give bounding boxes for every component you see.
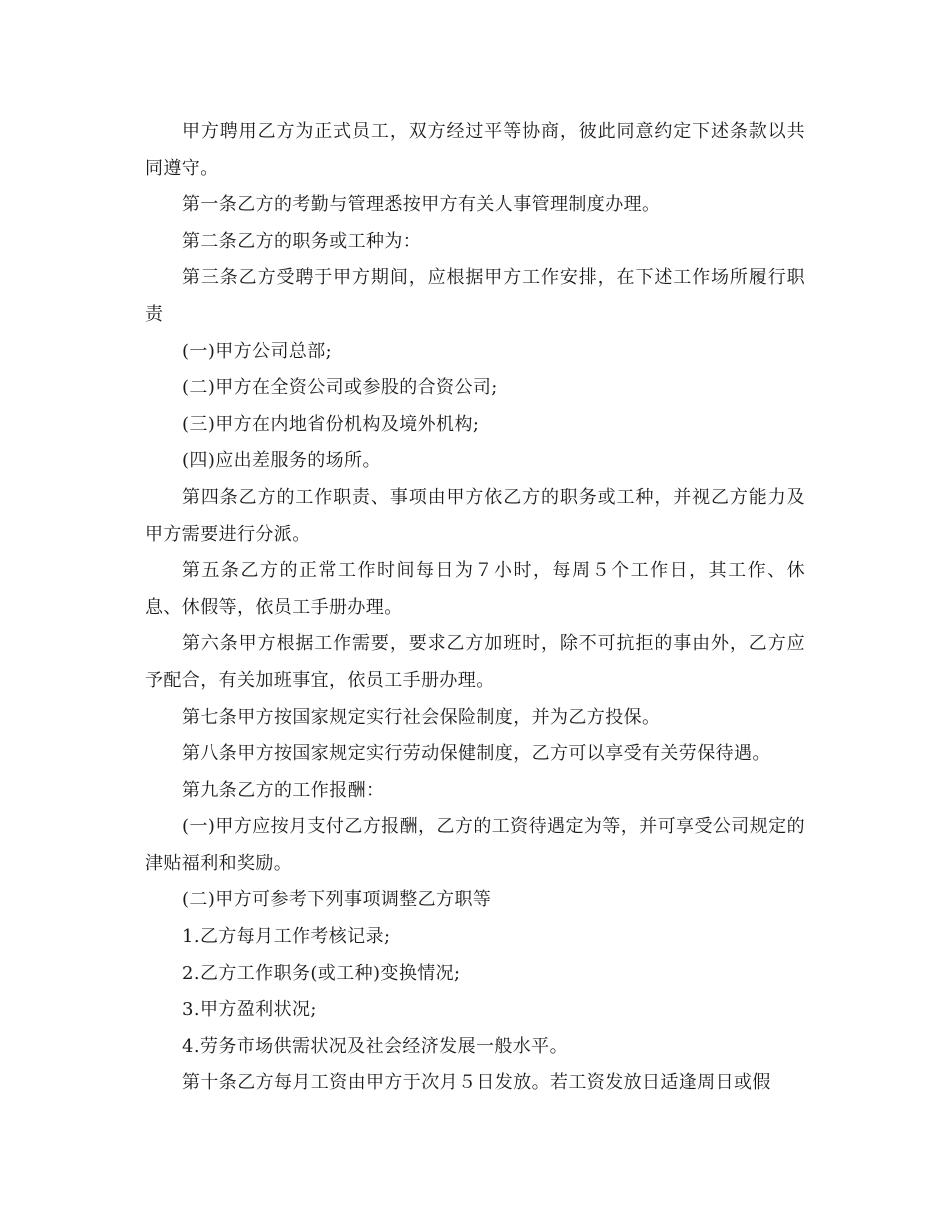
list-item-workplace-3: (三)甲方在内地省份机构及境外机构; [182,413,480,435]
list-item-adjust-1: 1.乙方每月工作考核记录; [182,926,391,948]
paragraph-article-5: 第五条乙方的正常工作时间每日为７小时，每周５个工作日，其工作、休息、休假等，依员工手册办理。 [145,560,805,618]
list-item-pay-1: (一)甲方应按月支付乙方报酬，乙方的工资待遇定为等，并可享受公司规定的津贴福利和奖励。 [145,816,805,874]
list-item-workplace-2: (二)甲方在全资公司或参股的合资公司; [182,377,498,399]
paragraph-article-1: 第一条乙方的考勤与管理悉按甲方有关人事管理制度办理。 [182,194,661,216]
list-item-workplace-1: (一)甲方公司总部; [182,340,333,362]
list-item-adjust-2: 2.乙方工作职务(或工种)变换情况; [182,962,461,984]
document-body [145,114,805,1102]
list-item-adjust-3: 3.甲方盈利状况; [182,999,317,1021]
paragraph-article-6: 第六条甲方根据工作需要，要求乙方加班时，除不可抗拒的事由外，乙方应予配合，有关加班事宜，依员工手册办理。 [145,633,805,691]
paragraph-article-4: 第四条乙方的工作职责、事项由甲方依乙方的职务或工种，并视乙方能力及甲方需要进行分派。 [145,486,805,545]
paragraph-article-7: 第七条甲方按国家规定实行社会保险制度，并为乙方投保。 [182,706,661,728]
paragraph-article-9: 第九条乙方的工作报酬： [182,779,385,801]
paragraph-intro: 甲方聘用乙方为正式员工，双方经过平等协商，彼此同意约定下述条款以共同遵守。 [145,121,805,179]
paragraph-article-2: 第二条乙方的职务或工种为： [182,230,422,252]
paragraph-article-3: 第三条乙方受聘于甲方期间，应根据甲方工作安排，在下述工作场所履行职责 [145,267,805,325]
list-item-pay-2: (二)甲方可参考下列事项调整乙方职等 [182,889,492,911]
list-item-workplace-4: (四)应出差服务的场所。 [182,450,381,472]
paragraph-article-10: 第十条乙方每月工资由甲方于次月５日发放。若工资发放日适逢周日或假 [182,1072,771,1094]
list-item-adjust-4: 4.劳务市场供需状况及社会经济发展一般水平。 [182,1035,568,1057]
paragraph-article-8: 第八条甲方按国家规定实行劳动保健制度，乙方可以享受有关劳保待遇。 [182,743,771,765]
